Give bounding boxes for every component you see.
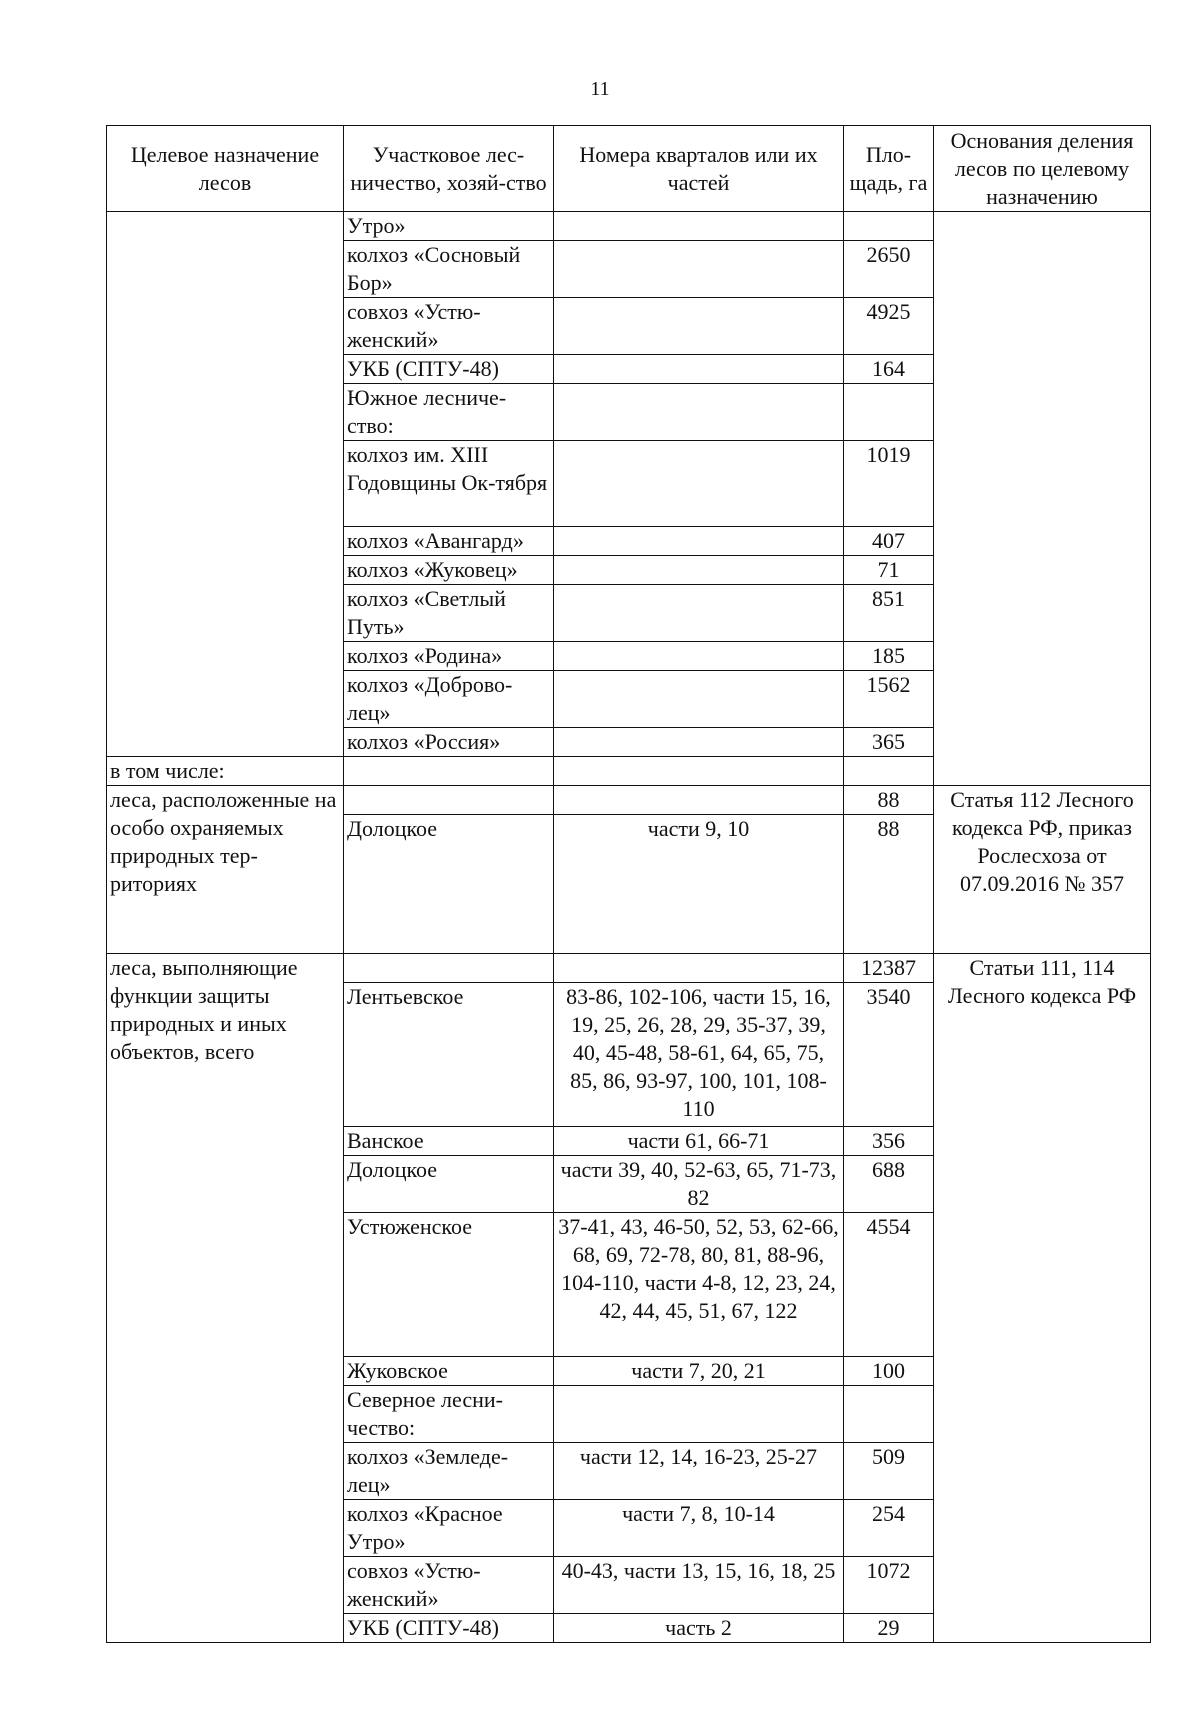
quarters-cell: 40-43, части 13, 15, 16, 18, 25 <box>554 1557 844 1614</box>
table-row <box>107 212 1151 241</box>
header-basis: Основания деления лесов по целевому назначению <box>934 126 1151 212</box>
area-cell: 4925 <box>844 298 934 355</box>
forestry-cell: Северное лесни-чество: <box>344 1386 554 1443</box>
forestry-cell: колхоз «Красное Утро» <box>344 1500 554 1557</box>
forestry-cell: Жуковское <box>344 1357 554 1386</box>
header-quarters: Номера кварталов или их частей <box>554 126 844 212</box>
forestry-cell: колхоз «Сосновый Бор» <box>344 241 554 298</box>
area-cell: 1019 <box>844 441 934 527</box>
forestry-cell: совхоз «Устю-женский» <box>344 298 554 355</box>
table-row <box>107 954 1151 983</box>
header-forestry: Участковое лес-ничество, хозяй-ство <box>344 126 554 212</box>
purpose-cell: леса, выполняющие функции защиты природных и иных объектов, всего <box>107 954 344 1643</box>
quarters-cell: части 39, 40, 52-63, 65, 71-73, 82 <box>554 1156 844 1213</box>
forestry-cell: колхоз «Доброво-лец» <box>344 671 554 728</box>
quarters-cell <box>554 384 844 441</box>
quarters-cell <box>554 527 844 556</box>
purpose-cell: леса, расположенные на особо охраняемых природных тер-риториях <box>107 786 344 954</box>
quarters-cell <box>554 298 844 355</box>
quarters-cell <box>554 954 844 983</box>
header-area: Пло-щадь, га <box>844 126 934 212</box>
forestry-cell: Устюженское <box>344 1213 554 1357</box>
quarters-cell: части 9, 10 <box>554 815 844 954</box>
area-cell: 2650 <box>844 241 934 298</box>
quarters-cell <box>554 355 844 384</box>
page-number: 11 <box>590 78 610 100</box>
area-cell: 71 <box>844 556 934 585</box>
quarters-cell <box>554 585 844 642</box>
forestry-cell: колхоз «Жуковец» <box>344 556 554 585</box>
table-header-row <box>107 126 1151 212</box>
table-row <box>107 786 1151 815</box>
area-cell <box>844 757 934 786</box>
forestry-cell: Южное лесниче-ство: <box>344 384 554 441</box>
area-cell: 185 <box>844 642 934 671</box>
forestry-cell <box>344 757 554 786</box>
forestry-cell: УКБ (СПТУ-48) <box>344 1614 554 1643</box>
quarters-cell <box>554 757 844 786</box>
forestry-cell: колхоз «Авангард» <box>344 527 554 556</box>
quarters-cell: 37-41, 43, 46-50, 52, 53, 62-66, 68, 69, 72-78, 80, 81, 88-96, 104-110, части 4-8, 12, 23, 24, 42, 44, 45, 51, 67, 122 <box>554 1213 844 1357</box>
quarters-cell: часть 2 <box>554 1614 844 1643</box>
area-cell: 356 <box>844 1127 934 1156</box>
area-cell: 1562 <box>844 671 934 728</box>
forestry-cell: Ванское <box>344 1127 554 1156</box>
area-cell: 3540 <box>844 983 934 1127</box>
forestry-cell: колхоз «Земледе-лец» <box>344 1443 554 1500</box>
area-cell <box>844 384 934 441</box>
forestry-cell: УКБ (СПТУ-48) <box>344 355 554 384</box>
basis-cell: Статьи 111, 114 Лесного кодекса РФ <box>934 954 1151 1643</box>
area-cell: 688 <box>844 1156 934 1213</box>
forestry-cell: Утро» <box>344 212 554 241</box>
quarters-cell: 83-86, 102-106, части 15, 16, 19, 25, 26, 28, 29, 35-37, 39, 40, 45-48, 58-61, 64, 65, 75, 85, 86, 93-97, 100, 101, 108-110 <box>554 983 844 1127</box>
quarters-cell: части 7, 8, 10-14 <box>554 1500 844 1557</box>
quarters-cell <box>554 786 844 815</box>
purpose-cell: в том числе: <box>107 757 344 786</box>
header-purpose: Целевое назначение лесов <box>107 126 344 212</box>
forestry-cell: Долоцкое <box>344 1156 554 1213</box>
area-cell: 4554 <box>844 1213 934 1357</box>
quarters-cell <box>554 671 844 728</box>
area-cell: 851 <box>844 585 934 642</box>
quarters-cell: части 7, 20, 21 <box>554 1357 844 1386</box>
area-cell: 12387 <box>844 954 934 983</box>
forestry-cell <box>344 786 554 815</box>
forestry-cell: Лентьевское <box>344 983 554 1127</box>
quarters-cell <box>554 728 844 757</box>
forest-purpose-table <box>106 125 1151 1643</box>
quarters-cell: части 12, 14, 16-23, 25-27 <box>554 1443 844 1500</box>
area-cell: 365 <box>844 728 934 757</box>
quarters-cell <box>554 642 844 671</box>
area-cell <box>844 212 934 241</box>
area-cell: 88 <box>844 815 934 954</box>
quarters-cell <box>554 556 844 585</box>
forestry-cell <box>344 954 554 983</box>
area-cell: 29 <box>844 1614 934 1643</box>
forestry-cell: Долоцкое <box>344 815 554 954</box>
area-cell: 164 <box>844 355 934 384</box>
forestry-cell: колхоз «Светлый Путь» <box>344 585 554 642</box>
forestry-cell: колхоз им. XIII Годовщины Ок-тября <box>344 441 554 527</box>
quarters-cell <box>554 241 844 298</box>
basis-cell-continued <box>934 212 1151 786</box>
forestry-cell: совхоз «Устю-женский» <box>344 1557 554 1614</box>
area-cell: 407 <box>844 527 934 556</box>
forestry-cell: колхоз «Россия» <box>344 728 554 757</box>
quarters-cell: части 61, 66-71 <box>554 1127 844 1156</box>
area-cell <box>844 1386 934 1443</box>
area-cell: 88 <box>844 786 934 815</box>
area-cell: 1072 <box>844 1557 934 1614</box>
area-cell: 254 <box>844 1500 934 1557</box>
purpose-cell-continued <box>107 212 344 757</box>
forestry-cell: колхоз «Родина» <box>344 642 554 671</box>
area-cell: 100 <box>844 1357 934 1386</box>
quarters-cell <box>554 441 844 527</box>
quarters-cell <box>554 212 844 241</box>
quarters-cell <box>554 1386 844 1443</box>
basis-cell: Статья 112 Лесного кодекса РФ, приказ Рослесхоза от 07.09.2016 № 357 <box>934 786 1151 954</box>
area-cell: 509 <box>844 1443 934 1500</box>
